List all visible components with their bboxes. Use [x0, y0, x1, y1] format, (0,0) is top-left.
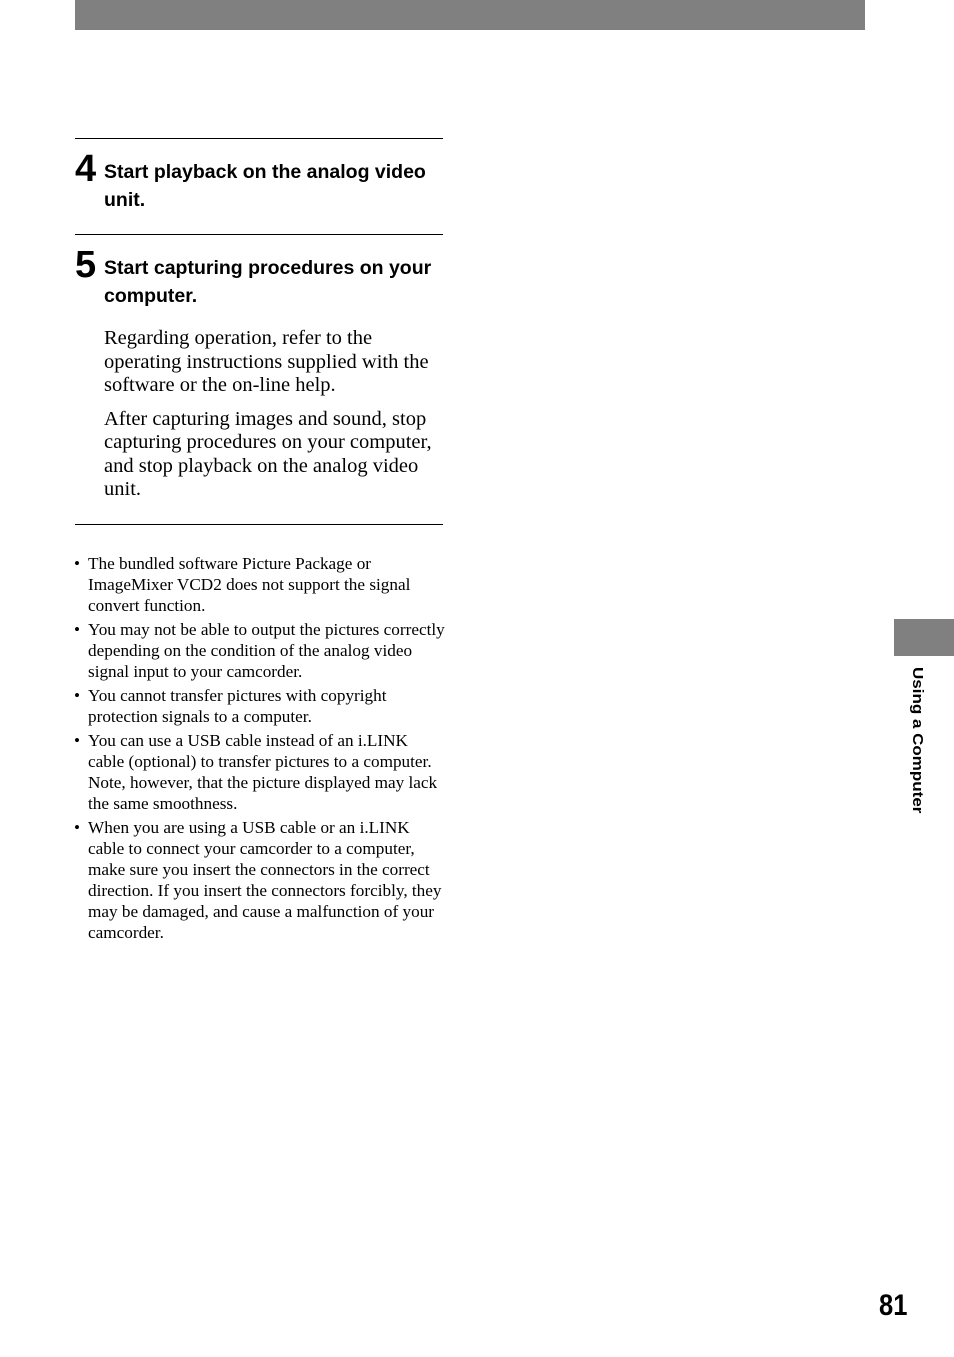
section-tab	[894, 619, 954, 656]
step-5-number: 5	[75, 244, 97, 286]
step-4-title: Start playback on the analog video unit.	[104, 161, 426, 211]
note-text: The bundled software Picture Package or ImageMixer VCD2 does not support the signal convert function.	[88, 554, 411, 615]
note-text: You can use a USB cable instead of an i.LINK cable (optional) to transfer pictures to a computer. Note, however, that the picture displayed may lack the same smoothness.	[88, 731, 438, 813]
notes-divider	[75, 524, 443, 525]
step-5-divider	[75, 234, 443, 235]
step-5-paragraph: Regarding operation, refer to the operating instructions supplied with the software or the on-line help.	[104, 327, 429, 396]
bullet-icon: •	[74, 731, 81, 750]
bullet-icon: •	[74, 686, 81, 705]
step-5-body	[104, 327, 449, 512]
page-number: 81	[878, 1289, 907, 1322]
bullet-icon: •	[74, 554, 81, 573]
note-text: You cannot transfer pictures with copyright protection signals to a computer.	[88, 686, 387, 726]
notes-list	[75, 553, 447, 946]
note-text: When you are using a USB cable or an i.LINK cable to connect your camcorder to a computer, make sure you insert the connectors in the correct direction. If you insert the connectors forcibly, they may be damaged, and cause a malfunction of your camcorder.	[88, 818, 442, 942]
step-4-number: 4	[75, 148, 97, 190]
header-bar	[75, 0, 865, 30]
note-item	[75, 817, 447, 943]
step-5-title: Start capturing procedures on your computer.	[104, 257, 432, 307]
bullet-icon: •	[74, 620, 81, 639]
step-5-paragraph: After capturing images and sound, stop capturing procedures on your computer, and stop playback on the analog video unit.	[104, 407, 432, 500]
note-item	[75, 730, 447, 814]
section-label: Using a Computer	[909, 667, 926, 814]
note-text: You may not be able to output the pictures correctly depending on the condition of the analog video signal input to your camcorder.	[88, 620, 445, 681]
note-item	[75, 619, 447, 682]
step-4-divider	[75, 138, 443, 139]
note-item	[75, 553, 447, 616]
note-item	[75, 685, 447, 727]
bullet-icon: •	[74, 818, 81, 837]
